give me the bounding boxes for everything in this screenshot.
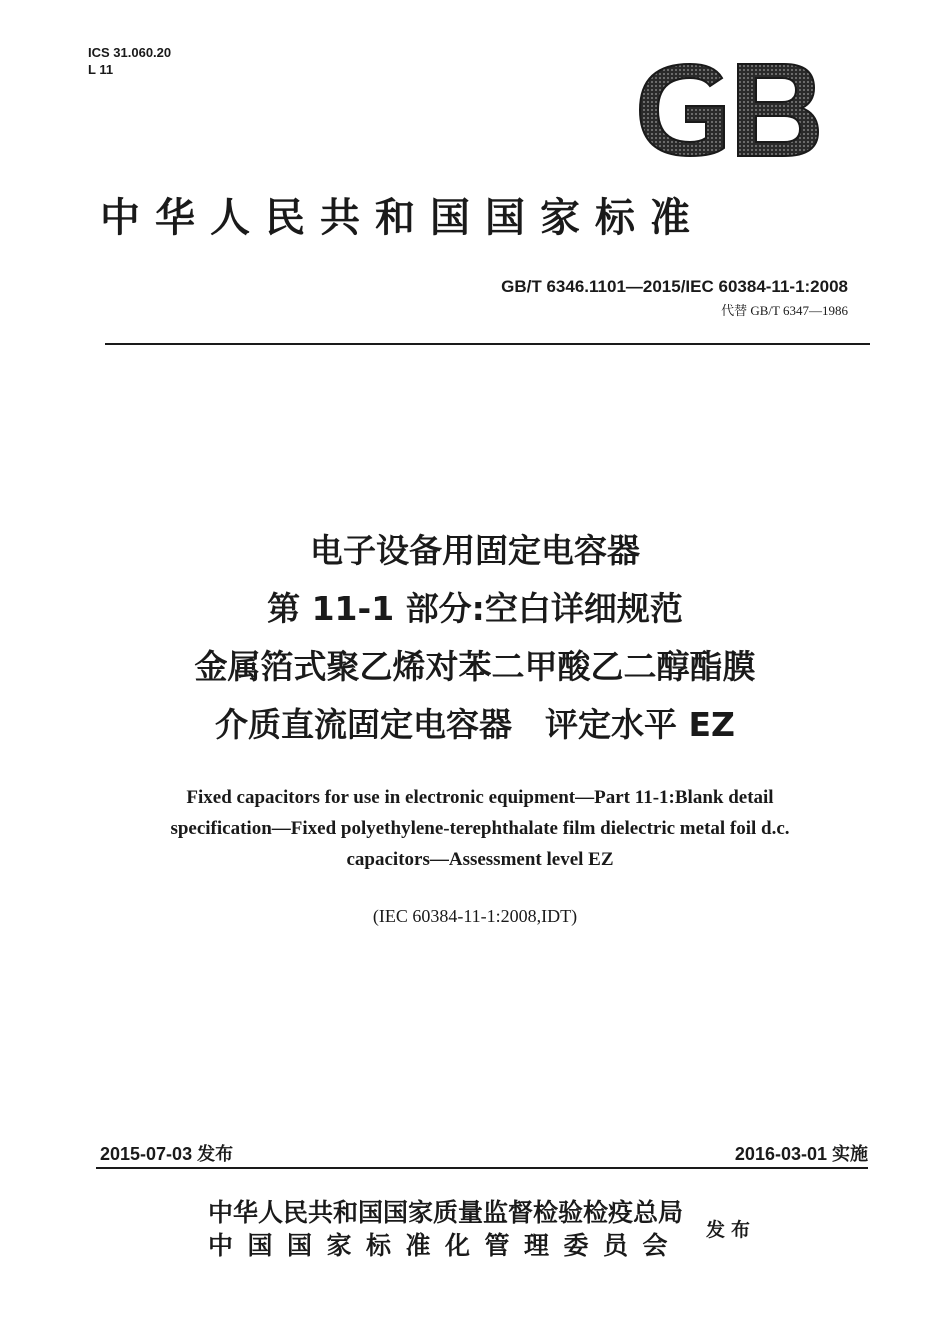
ics-code: ICS 31.060.20 — [88, 45, 172, 60]
issue-date: 2015-07-03 发布 — [100, 1144, 234, 1164]
publish-label: 发布 — [706, 1219, 757, 1241]
english-title — [95, 782, 865, 875]
english-title-line: capacitors—Assessment level EZ — [346, 849, 614, 870]
chinese-title-line: 介质直流固定电容器 评定水平 EZ — [215, 705, 735, 744]
national-standard-title: 中华人民共和国国家标准 — [100, 195, 705, 241]
gb-logo — [634, 60, 822, 160]
standard-code: GB/T 6346.1101—2015/IEC 60384-11-1:2008 — [501, 277, 848, 296]
issuer-aqsiq: 中华人民共和国国家质量监督检验检疫总局 — [208, 1198, 684, 1227]
effective-date: 2016-03-01 实施 — [734, 1144, 868, 1164]
chinese-title-line: 电子设备用固定电容器 — [310, 531, 640, 570]
classification-codes — [88, 44, 171, 78]
issuer-sac: 中国国家标准化管理委员会 — [208, 1231, 683, 1260]
footer-divider — [96, 1167, 868, 1169]
iec-equivalence: (IEC 60384-11-1:2008,IDT) — [372, 906, 578, 926]
chinese-title-line: 第 11-1 部分:空白详细规范 — [267, 589, 683, 628]
issuing-authorities — [208, 1196, 683, 1262]
english-title-line: Fixed capacitors for use in electronic equipment—Part 11-1:Blank detail — [186, 787, 774, 808]
english-title-line: specification—Fixed polyethylene-terephthalate film dielectric metal foil d.c. — [170, 818, 790, 839]
chinese-title — [0, 522, 950, 754]
replaces-note: 代替 GB/T 6347—1986 — [721, 303, 848, 318]
class-code: L 11 — [88, 62, 114, 77]
chinese-title-line: 金属箔式聚乙烯对苯二甲酸乙二醇酯膜 — [194, 647, 756, 686]
header-divider — [105, 343, 870, 345]
